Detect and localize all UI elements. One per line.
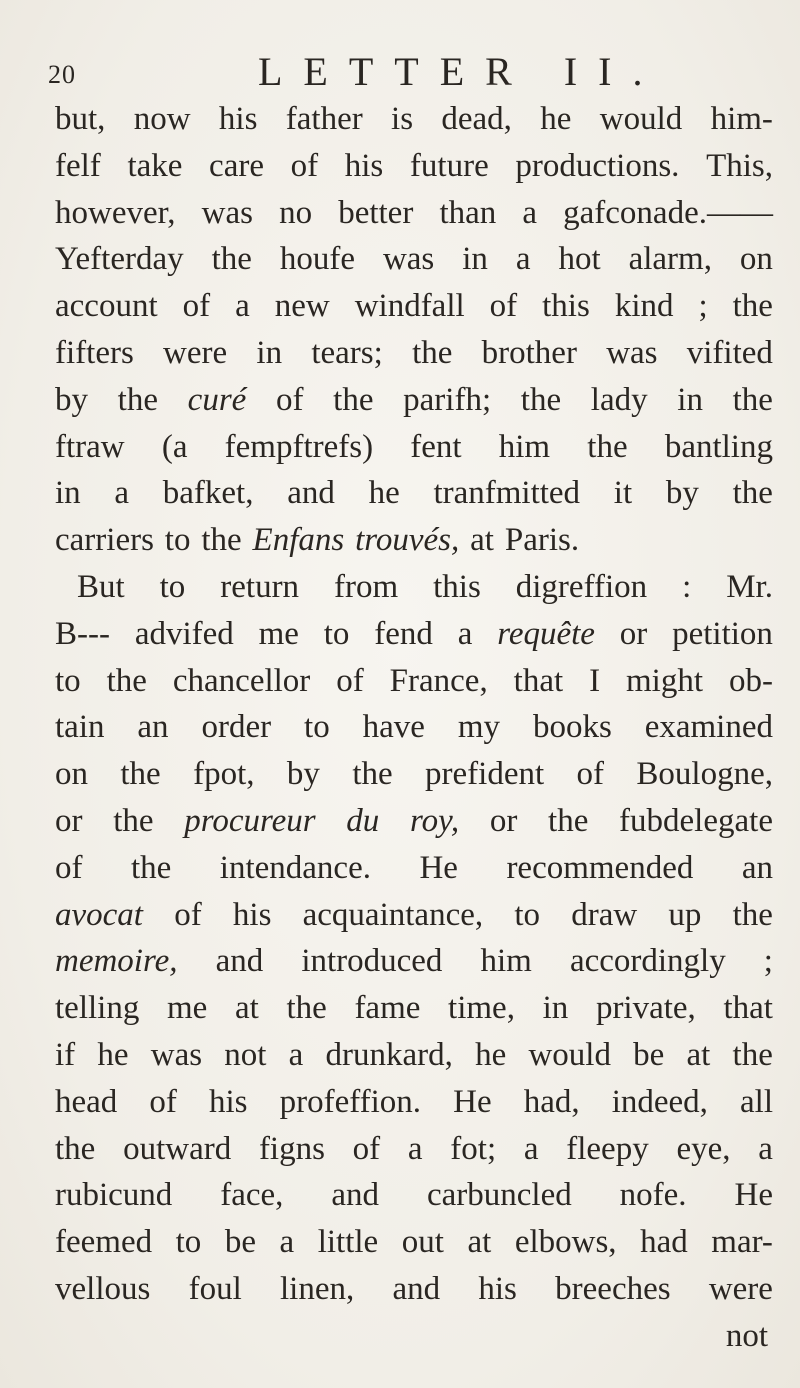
word: accordingly bbox=[569, 943, 726, 980]
word: fubdelegate bbox=[619, 802, 773, 839]
word: ; bbox=[763, 943, 773, 980]
word: the bbox=[587, 428, 628, 465]
word: the bbox=[548, 802, 589, 839]
word: a bbox=[288, 1036, 304, 1073]
word: the bbox=[201, 522, 242, 559]
word: fot; bbox=[450, 1130, 497, 1167]
body-text bbox=[55, 96, 773, 1360]
word: lady bbox=[590, 381, 648, 418]
word: the bbox=[120, 756, 161, 793]
word: the bbox=[106, 662, 147, 699]
word: hot bbox=[558, 241, 601, 278]
word: figns bbox=[258, 1130, 325, 1167]
word: in bbox=[542, 990, 569, 1027]
word: and bbox=[331, 1177, 380, 1214]
word: me bbox=[258, 615, 299, 652]
word: was bbox=[201, 194, 253, 231]
word: the bbox=[520, 381, 562, 418]
word: Boulogne, bbox=[636, 756, 773, 793]
word: to bbox=[55, 662, 81, 699]
text-line bbox=[55, 1219, 773, 1266]
word: be bbox=[633, 1036, 665, 1073]
word: the bbox=[732, 475, 773, 512]
word: on bbox=[55, 756, 88, 793]
text-line bbox=[55, 470, 773, 517]
word: chancellor bbox=[172, 662, 311, 699]
text-line bbox=[55, 190, 773, 237]
word: intendance. bbox=[219, 849, 371, 886]
word: in bbox=[462, 241, 488, 278]
word: or bbox=[619, 615, 648, 652]
word: up bbox=[668, 896, 702, 933]
word: of bbox=[174, 896, 202, 933]
word: out bbox=[401, 1224, 444, 1261]
word: the bbox=[55, 1130, 96, 1167]
word: petition bbox=[672, 615, 773, 652]
word: the bbox=[412, 334, 453, 371]
word: a bbox=[407, 1130, 423, 1167]
word: ob- bbox=[728, 662, 773, 699]
word: his bbox=[344, 147, 384, 184]
text-line bbox=[55, 96, 773, 143]
word: fent bbox=[410, 428, 462, 465]
word: take bbox=[127, 147, 183, 184]
word: profeffion. bbox=[279, 1083, 422, 1120]
word: houfe bbox=[279, 241, 355, 278]
italic-word: roy, bbox=[409, 802, 460, 839]
word: breeches bbox=[555, 1270, 671, 1307]
word: the bbox=[333, 381, 374, 418]
italic-word: Enfans bbox=[252, 522, 345, 559]
word: draw bbox=[571, 896, 638, 933]
word: to bbox=[175, 1224, 202, 1261]
text-line bbox=[55, 751, 773, 798]
word: bafket, bbox=[162, 475, 254, 512]
word: were bbox=[708, 1270, 773, 1307]
word: was bbox=[382, 241, 435, 278]
word: rubicund bbox=[55, 1177, 173, 1214]
italic-word: memoire, bbox=[55, 943, 178, 980]
word: alarm, bbox=[628, 241, 712, 278]
word: if bbox=[55, 1036, 76, 1073]
text-line bbox=[55, 704, 773, 751]
word: a bbox=[235, 288, 250, 325]
text-line bbox=[55, 143, 773, 190]
word: it bbox=[613, 475, 633, 512]
word: head bbox=[55, 1083, 118, 1120]
word: telling bbox=[55, 990, 140, 1027]
word: of bbox=[352, 1130, 381, 1167]
text-line bbox=[55, 845, 773, 892]
word: at bbox=[234, 990, 259, 1027]
word: ftraw bbox=[55, 428, 125, 465]
word: a bbox=[515, 241, 531, 278]
word: vifited bbox=[686, 334, 773, 371]
catchword bbox=[55, 1313, 773, 1360]
word: to bbox=[159, 568, 186, 605]
word: bantling bbox=[664, 428, 773, 465]
word: of bbox=[290, 147, 319, 184]
running-head: LETTER II. bbox=[258, 49, 664, 94]
word: fempftrefs) bbox=[224, 428, 374, 465]
word: a bbox=[758, 1130, 773, 1167]
word: nofe. bbox=[619, 1177, 687, 1214]
word: tain bbox=[55, 709, 105, 746]
word: Yefterday bbox=[55, 241, 184, 278]
word: in bbox=[677, 381, 703, 418]
word: him bbox=[498, 428, 551, 465]
word: or bbox=[55, 802, 83, 839]
text-line bbox=[55, 1126, 773, 1173]
word: fpot, bbox=[193, 756, 255, 793]
word: return bbox=[220, 568, 300, 605]
text-line bbox=[55, 985, 773, 1032]
word: care bbox=[209, 147, 264, 184]
word: he bbox=[475, 1036, 507, 1073]
word: he bbox=[368, 475, 400, 512]
word: : bbox=[682, 568, 692, 605]
word: not bbox=[224, 1036, 267, 1073]
word: all bbox=[740, 1083, 773, 1120]
word: time, bbox=[448, 990, 515, 1027]
word: kind bbox=[614, 288, 674, 325]
word: have bbox=[362, 709, 425, 746]
word: fame bbox=[354, 990, 421, 1027]
word: private, bbox=[595, 990, 696, 1027]
word: the bbox=[732, 896, 773, 933]
word: vellous bbox=[55, 1270, 151, 1307]
text-line bbox=[55, 330, 773, 377]
word: tears; bbox=[311, 334, 383, 371]
word: acquaintance, bbox=[302, 896, 484, 933]
word: face, bbox=[220, 1177, 284, 1214]
word: to bbox=[323, 615, 350, 652]
italic-word: du bbox=[346, 802, 380, 839]
word: He bbox=[734, 1177, 773, 1214]
text-line bbox=[55, 1079, 773, 1126]
text-line bbox=[55, 938, 773, 985]
word: that bbox=[513, 662, 564, 699]
word: introduced bbox=[301, 943, 443, 980]
word: the bbox=[113, 802, 154, 839]
word: future bbox=[409, 147, 489, 184]
word: the bbox=[117, 381, 158, 418]
word: at bbox=[467, 1224, 492, 1261]
word: But bbox=[77, 568, 125, 605]
word: or bbox=[489, 802, 518, 839]
word: digreffion bbox=[515, 568, 648, 605]
word: him bbox=[480, 943, 532, 980]
word: carbuncled bbox=[426, 1177, 572, 1214]
word: a bbox=[522, 194, 538, 231]
word: feemed bbox=[55, 1224, 153, 1261]
word: in bbox=[256, 334, 283, 371]
italic-word: procureur bbox=[184, 802, 316, 839]
word: but, bbox=[55, 101, 106, 137]
text-line bbox=[55, 424, 773, 471]
word: he bbox=[540, 101, 572, 137]
word: brother bbox=[481, 334, 577, 371]
word: would bbox=[528, 1036, 611, 1073]
word: he bbox=[97, 1036, 129, 1073]
word: had, bbox=[523, 1083, 580, 1120]
word: fend bbox=[374, 615, 433, 652]
word: at bbox=[470, 522, 494, 559]
word: advifed bbox=[134, 615, 234, 652]
word: the bbox=[286, 990, 327, 1027]
word: be bbox=[224, 1224, 256, 1261]
word: examined bbox=[644, 709, 773, 746]
word: books bbox=[532, 709, 612, 746]
word: This, bbox=[706, 147, 773, 184]
text-line bbox=[55, 658, 773, 705]
word: ; bbox=[698, 288, 708, 325]
text-line bbox=[55, 517, 773, 564]
word: father bbox=[285, 101, 363, 137]
word: had bbox=[640, 1224, 688, 1261]
word: might bbox=[626, 662, 704, 699]
word: the bbox=[732, 1036, 773, 1073]
word: Paris. bbox=[504, 522, 580, 559]
catchword-text: not bbox=[725, 1317, 768, 1354]
word: by bbox=[665, 475, 699, 512]
word: (a bbox=[161, 428, 188, 465]
word: to bbox=[304, 709, 330, 746]
word: and bbox=[215, 943, 264, 980]
word: recommended bbox=[506, 849, 694, 886]
word: better bbox=[338, 194, 414, 231]
italic-word: avocat bbox=[55, 896, 143, 933]
word: my bbox=[457, 709, 501, 746]
word: carriers bbox=[55, 522, 154, 559]
text-line bbox=[55, 611, 773, 658]
word: foul bbox=[188, 1270, 242, 1307]
word: in bbox=[55, 475, 81, 512]
word: on bbox=[739, 241, 773, 278]
word: his bbox=[218, 101, 258, 137]
word: his bbox=[208, 1083, 248, 1120]
word: little bbox=[317, 1224, 379, 1261]
word: the bbox=[352, 756, 393, 793]
word: an bbox=[137, 709, 169, 746]
page-number: 20 bbox=[48, 60, 76, 89]
word: tranfmitted bbox=[433, 475, 581, 512]
word: by bbox=[55, 381, 88, 418]
word: of bbox=[336, 662, 364, 699]
word: outward bbox=[123, 1130, 232, 1167]
word: parifh; bbox=[403, 381, 492, 418]
word: Mr. bbox=[726, 568, 773, 605]
word: a bbox=[457, 615, 473, 652]
word: his bbox=[478, 1270, 517, 1307]
text-line bbox=[55, 1266, 773, 1313]
word: felf bbox=[55, 147, 101, 184]
word: eye, bbox=[676, 1130, 731, 1167]
word: was bbox=[606, 334, 658, 371]
text-line bbox=[55, 564, 773, 611]
word: new bbox=[274, 288, 330, 325]
word: B--- bbox=[55, 615, 110, 652]
text-line bbox=[55, 283, 773, 330]
word: France, bbox=[389, 662, 488, 699]
word: than bbox=[439, 194, 497, 231]
word: mar- bbox=[711, 1224, 773, 1261]
word: indeed, bbox=[611, 1083, 708, 1120]
word: and bbox=[287, 475, 335, 512]
text-line bbox=[55, 1032, 773, 1079]
text-line bbox=[55, 798, 773, 845]
italic-word: trouvés, bbox=[355, 522, 460, 559]
word: of bbox=[182, 288, 211, 325]
word: by bbox=[286, 756, 320, 793]
word: a bbox=[114, 475, 130, 512]
word: me bbox=[166, 990, 208, 1027]
word: that bbox=[723, 990, 773, 1027]
word: was bbox=[150, 1036, 203, 1073]
word: this bbox=[542, 288, 590, 325]
word: however, bbox=[55, 194, 176, 231]
word: is bbox=[391, 101, 414, 137]
word: linen, bbox=[280, 1270, 355, 1307]
word: the bbox=[211, 241, 252, 278]
text-line bbox=[55, 892, 773, 939]
word: a bbox=[279, 1224, 295, 1261]
word: from bbox=[334, 568, 399, 605]
word: dead, bbox=[441, 101, 512, 137]
word: He bbox=[453, 1083, 492, 1120]
word: and bbox=[392, 1270, 441, 1307]
word: of bbox=[149, 1083, 177, 1120]
word: at bbox=[686, 1036, 711, 1073]
word: account bbox=[55, 288, 158, 325]
word: an bbox=[741, 849, 773, 886]
word: the bbox=[732, 288, 773, 325]
word: of bbox=[275, 381, 304, 418]
word: He bbox=[419, 849, 458, 886]
word: his bbox=[232, 896, 272, 933]
italic-word: requête bbox=[497, 615, 595, 652]
word: fifters bbox=[55, 334, 134, 371]
word: prefident bbox=[425, 756, 545, 793]
word: of bbox=[55, 849, 83, 886]
text-line bbox=[55, 1172, 773, 1219]
word: fleepy bbox=[566, 1130, 649, 1167]
text-line bbox=[55, 377, 773, 424]
word: gafconade.—— bbox=[563, 194, 773, 231]
word: drunkard, bbox=[325, 1036, 453, 1073]
word: to bbox=[164, 522, 191, 559]
word: order bbox=[201, 709, 272, 746]
word: him- bbox=[710, 101, 773, 137]
word: the bbox=[732, 381, 773, 418]
word: of bbox=[576, 756, 605, 793]
word: now bbox=[133, 101, 191, 137]
word: no bbox=[279, 194, 313, 231]
word: this bbox=[433, 568, 481, 605]
word: windfall bbox=[354, 288, 465, 325]
text-line bbox=[55, 236, 773, 283]
word: elbows, bbox=[514, 1224, 617, 1261]
word: to bbox=[514, 896, 540, 933]
italic-word: curé bbox=[187, 381, 247, 418]
word: were bbox=[163, 334, 228, 371]
word: a bbox=[523, 1130, 539, 1167]
word: of bbox=[489, 288, 518, 325]
word: I bbox=[589, 662, 601, 699]
word: the bbox=[130, 849, 172, 886]
word: would bbox=[599, 101, 683, 137]
word: productions. bbox=[515, 147, 680, 184]
